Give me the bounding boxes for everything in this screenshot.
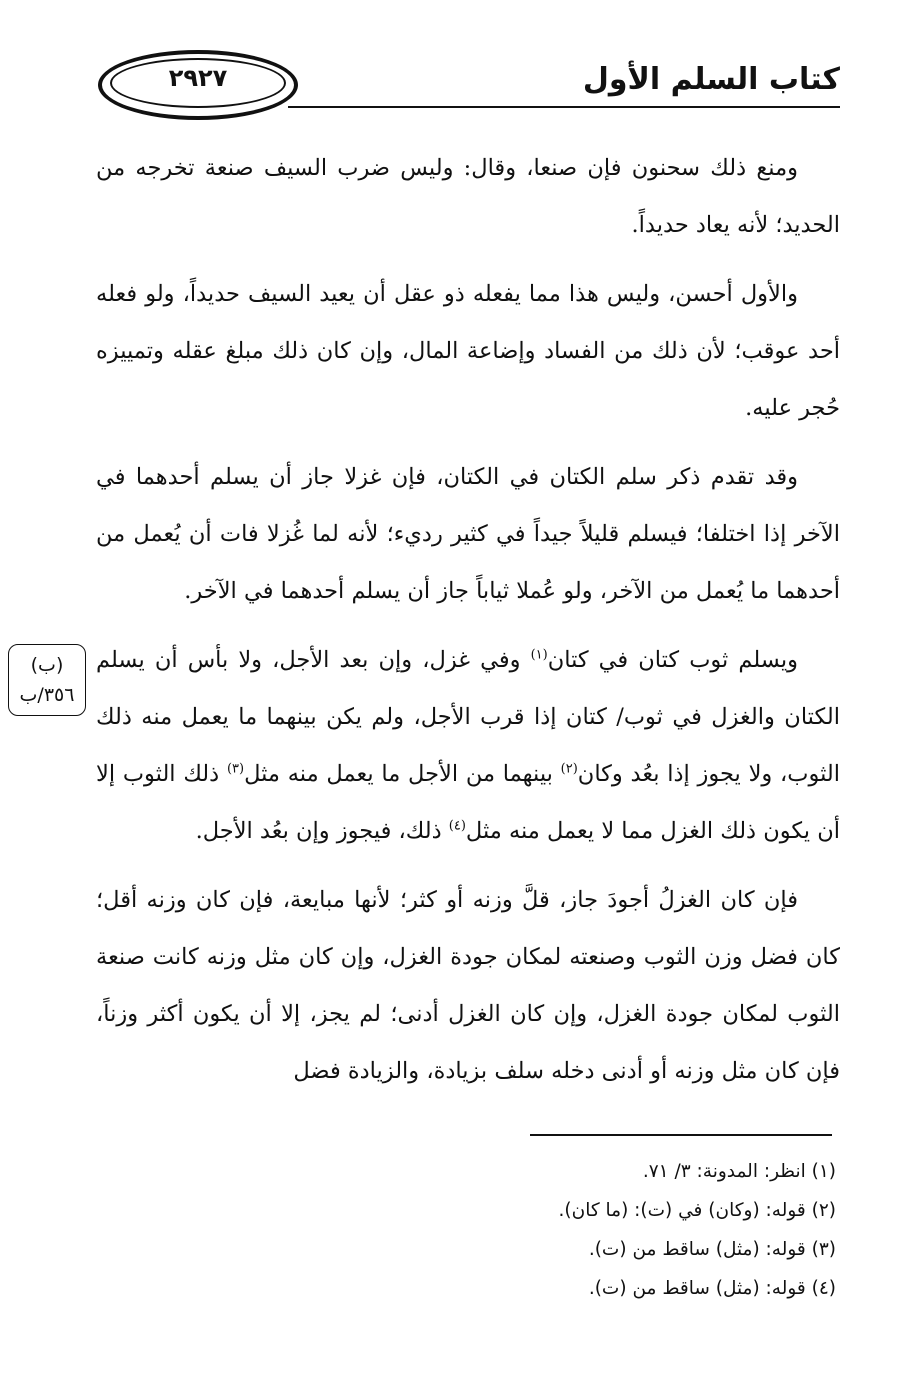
paragraph-text: بينهما من الأجل ما يعمل منه مثل	[244, 761, 561, 787]
main-text	[96, 140, 840, 1112]
paragraph-text: ومنع ذلك سحنون فإن صنعا، وقال: وليس ضرب السيف صنعة تخرجه من الحديد؛ لأنه يعاد حديداً.	[96, 155, 840, 238]
footnote-2: (٢) قوله: (وكان) في (ت): (ما كان).	[558, 1200, 836, 1221]
book-title: كتاب السلم الأول	[582, 62, 840, 97]
page-header	[92, 44, 840, 128]
footnote-4: (٤) قوله: (مثل) ساقط من (ت).	[588, 1278, 836, 1299]
footnote-separator	[530, 1134, 832, 1136]
footnote-ref-2[interactable]: (٢)	[560, 761, 578, 777]
paragraph-5	[96, 872, 840, 1100]
paragraph-text: ذلك الثوب إلا أن يكون ذلك الغزل مما لا يعمل منه مثل	[96, 761, 840, 844]
paragraph-1	[96, 140, 840, 254]
paragraph-text: وفي غزل، وإن بعد الأجل، ولا بأس أن يسلم الكتان والغزل في ثوب/ كتان إذا قرب الأجل، ولم يكن بينهما ما يعمل منه ذلك الثوب، ولا يجوز إذا بعُد وكان	[96, 647, 840, 787]
footnote-ref-4[interactable]: (٤)	[448, 818, 466, 834]
paragraph-text: وقد تقدم ذكر سلم الكتان في الكتان، فإن غزلا جاز أن يسلم أحدهما في الآخر إذا اختلفا؛ فيسلم قليلاً جيداً في كثير رديء؛ لأنه لما غُزلا فات أن يُعمل من أحدهما ما يُعمل من الآخر، ولو عُملا ثياباً جاز أن يسلم أحدهما في الآخر.	[96, 464, 840, 604]
header-rule	[288, 106, 840, 108]
paragraph-3	[96, 449, 840, 620]
page-number: ٢٩٢٧	[168, 64, 228, 92]
paragraph-2	[96, 266, 840, 437]
folio-note-line-2: ٣٥٦/ب	[19, 684, 75, 706]
paragraph-text: فإن كان الغزلُ أجودَ جاز، قلَّ وزنه أو كثر؛ لأنها مبايعة، فإن كان وزنه أقل؛ كان فضل وزن الثوب وصنعته لمكان جودة الغزل، وإن كان مثل وزنه كانت صنعة الثوب لمكان جودة الغزل، وإن كان الغزل أدنى؛ لم يجز، إلا أن يكون أكثر وزناً، فإن كان مثل وزنه أو أدنى دخله سلف بزيادة، والزيادة فضل	[96, 887, 840, 1084]
paragraph-text: ذلك، فيجوز وإن بعُد الأجل.	[195, 818, 449, 844]
footnote-3: (٣) قوله: (مثل) ساقط من (ت).	[588, 1239, 836, 1260]
footnote-1: (١) انظر: المدونة: ٣/ ٧١.	[642, 1161, 836, 1182]
paragraph-4	[96, 632, 840, 860]
paragraph-text: ويسلم ثوب كتان في كتان	[547, 647, 798, 673]
footnote-ref-1[interactable]: (١)	[530, 647, 548, 663]
footnote-ref-3[interactable]: (٣)	[226, 761, 245, 777]
folio-note-line-1: (ب)	[30, 654, 64, 676]
footnotes	[96, 1152, 836, 1308]
manuscript-folio-note	[8, 644, 86, 716]
paragraph-text: والأول أحسن، وليس هذا مما يفعله ذو عقل أن يعيد السيف حديداً، ولو فعله أحد عوقب؛ لأن ذلك من الفساد وإضاعة المال، وإن كان ذلك مبلغ عقله وتمييزه حُجر عليه.	[96, 281, 840, 421]
